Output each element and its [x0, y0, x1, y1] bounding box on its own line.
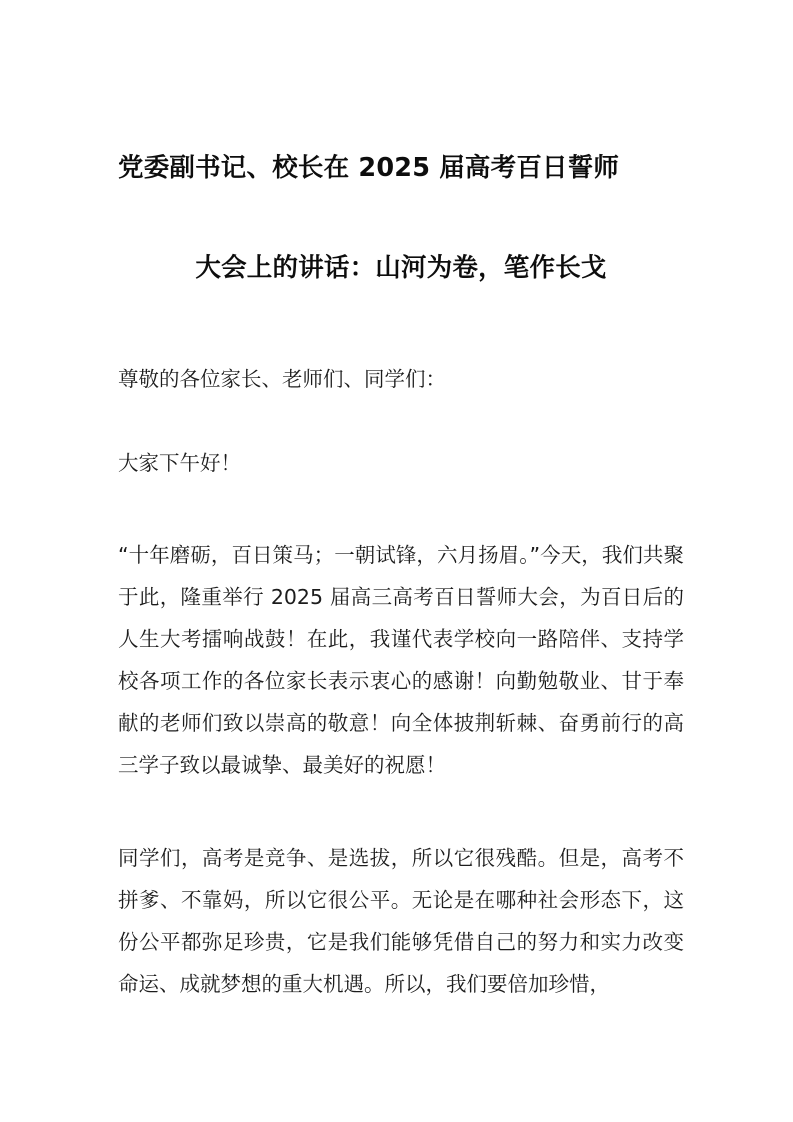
- body-paragraph-1: “十年磨砺，百日策马；一朝试锋，六月扬眉。”今天，我们共聚于此，隆重举行 2025 届高三高考百日誓师大会，为百日后的人生大考擂响战鼓！在此，我谨代表学校向一路陪伴、支持学校各项工作的各位家长表示衷心的感谢！向勤勉敬业、甘于奉献的老师们致以崇高的敬意！向全体披荆斩棘、奋勇前行的高三学子致以最诚挚、最美好的祝愿！: [118, 543, 684, 777]
- page-title-line-1: 党委副书记、校长在 2025 届高考百日誓师: [118, 153, 620, 183]
- page-title-line-2: 大会上的讲话：山河为卷，笔作长戈: [195, 253, 607, 283]
- document-body: [118, 358, 684, 1005]
- greeting-line: 大家下午好！: [118, 451, 241, 475]
- salutation-line: 尊敬的各位家长、老师们、同学们：: [118, 367, 446, 391]
- document-content: [118, 0, 684, 1005]
- body-paragraph-2: 同学们，高考是竞争、是选拔，所以它很残酷。但是，高考不拼爹、不靠妈，所以它很公平。无论是在哪种社会形态下，这份公平都弥足珍贵，它是我们能够凭借自己的努力和实力改变命运、成就梦想的重大机遇。所以，我们要倍加珍惜，: [118, 846, 684, 996]
- page-title: [118, 0, 684, 318]
